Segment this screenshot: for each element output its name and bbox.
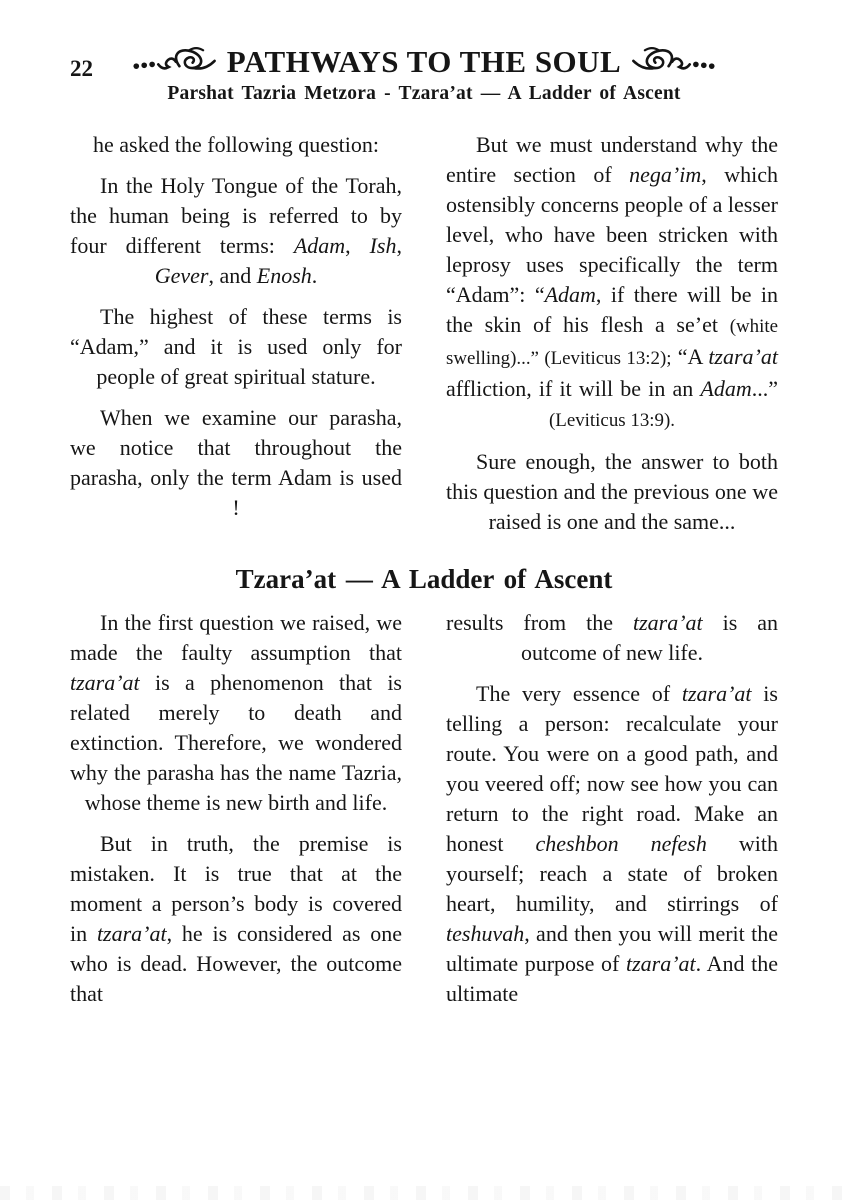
text-run: is telling a person: recalculate your route. You were on a good path, and you veered off; now see how you can return to the right road. Make an honest — [446, 681, 778, 856]
text-run: The highest of these terms is “Adam,” and it is used only for people of great spiritual stature. — [70, 304, 402, 389]
chapter-subtitle: Parshat Tazria Metzora - Tzara’at — A Ladder of Ascent — [167, 83, 681, 104]
italic-text-run: cheshbon nefesh — [535, 831, 707, 856]
italic-text-run: tzara’at — [681, 681, 752, 706]
italic-text-run: tzara’at — [708, 344, 778, 369]
text-run: results from the — [446, 610, 633, 635]
text-run: is an outcome of new life. — [520, 610, 778, 665]
paragraph — [70, 403, 402, 523]
text-run: , he is considered as one who is dead. However, the outcome that — [70, 921, 402, 1006]
top-columns — [70, 130, 778, 548]
italic-text-run: Ish — [369, 233, 397, 258]
text-run: When we examine our parasha, we notice that throughout the parasha, only the term Adam is used ! — [70, 405, 402, 520]
text-run: . And the ultimate — [446, 951, 778, 1006]
text-run: , and then you will merit the ultimate purpose of — [446, 921, 778, 976]
text-run: In the first question we raised, we made the faulty assumption that — [70, 610, 402, 665]
column-bottom-left — [70, 608, 402, 1020]
paragraph — [70, 171, 402, 291]
text-run: But we must understand why the entire section of — [446, 132, 778, 187]
text-run: , — [345, 233, 370, 258]
column-top-left — [70, 130, 402, 548]
flourish-right-icon — [629, 45, 717, 80]
citation-text-run: (Leviticus 13:9). — [548, 410, 675, 431]
paragraph — [70, 130, 402, 160]
bottom-columns — [70, 608, 778, 1020]
text-run: , which ostensibly concerns people of a lesser level, who have been stricken with leprosy uses specifically the term “Adam”: “ — [446, 162, 778, 307]
italic-text-run: Adam — [293, 233, 346, 258]
italic-text-run: Gever — [154, 263, 209, 288]
text-run: . — [311, 263, 318, 288]
italic-text-run: Adam — [700, 376, 752, 401]
paragraph — [70, 829, 402, 1009]
page-number: 22 — [70, 56, 93, 81]
italic-text-run: tzara’at — [70, 670, 140, 695]
text-run: In the Holy Tongue of the Torah, the human being is referred to by four different terms: — [70, 173, 402, 258]
text-run: affliction, if it will be in an — [446, 376, 701, 401]
italic-text-run: Enosh — [256, 263, 312, 288]
text-run: , and — [208, 263, 257, 288]
text-run: “A — [671, 344, 709, 369]
paragraph — [446, 447, 778, 537]
italic-text-run: tzara’at — [96, 921, 167, 946]
italic-text-run: tzara’at — [632, 610, 703, 635]
text-run: with yourself; reach a state of broken heart, humility, and stirrings of — [446, 831, 778, 916]
title-row — [70, 44, 778, 80]
text-run: he asked the following question: — [93, 132, 379, 157]
section-heading: Tzara’at — A Ladder of Ascent — [235, 564, 613, 594]
text-run: Sure enough, the answer to both this question and the previous one we raised is one and the same... — [446, 449, 778, 534]
book-title: PATHWAYS TO THE SOUL — [226, 44, 622, 79]
paragraph — [446, 608, 778, 668]
text-run: , if there will be in the skin of his flesh a se’et — [446, 282, 778, 337]
paragraph — [70, 302, 402, 392]
column-bottom-right — [446, 608, 778, 1020]
paragraph — [70, 608, 402, 818]
text-run: is a phenomenon that is related merely to death and extinction. Therefore, we wondered why the parasha has the name Tazria, whose theme is new birth and life. — [70, 670, 402, 815]
text-run: ...” — [751, 376, 778, 401]
text-run: The very essence of — [476, 681, 682, 706]
citation-text-run: (white swelling)...” (Leviticus 13:2); — [446, 316, 778, 369]
page-header — [70, 44, 778, 105]
page-edge-noise — [0, 1186, 846, 1200]
italic-text-run: teshuvah — [446, 921, 525, 946]
italic-text-run: tzara’at — [625, 951, 696, 976]
text-run: But in truth, the premise is mistaken. It is true that at the moment a person’s body is covered in — [70, 831, 402, 946]
text-run: , — [396, 233, 402, 258]
column-top-right — [446, 130, 778, 548]
italic-text-run: Adam — [544, 282, 596, 307]
italic-text-run: nega’im — [629, 162, 702, 187]
paragraph — [446, 679, 778, 1009]
flourish-left-icon — [131, 45, 219, 80]
paragraph — [446, 130, 778, 436]
